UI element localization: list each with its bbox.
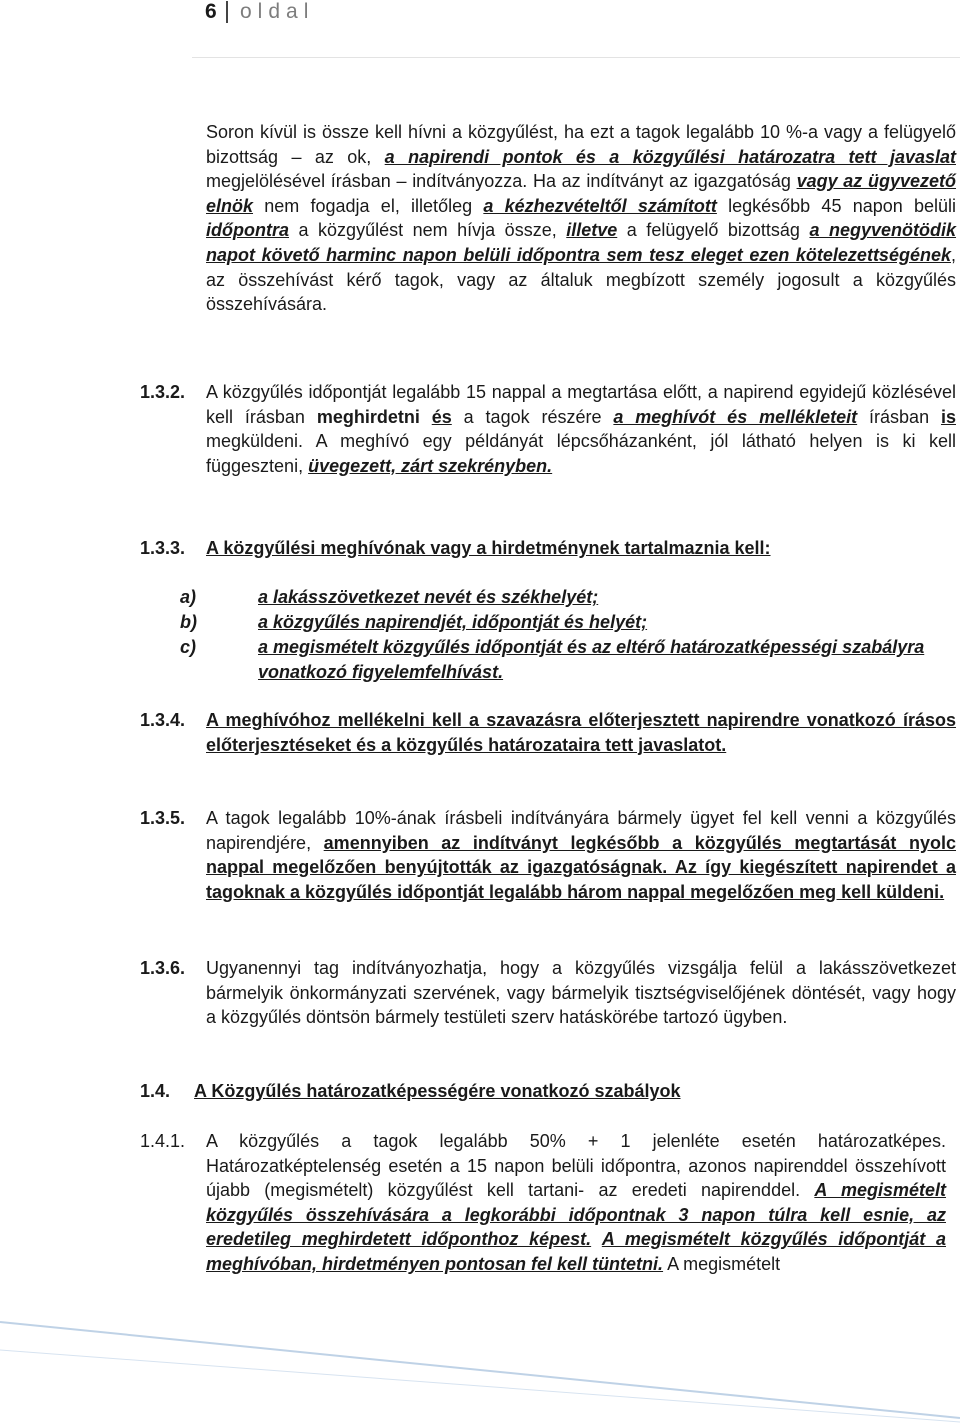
section-label-1-3-4: 1.3.4. [140,710,186,730]
list-item-label-c: c) [180,637,197,657]
text-run: a közgyűlést nem hívja össze, [289,220,567,241]
text-run: A megismételt közgyűlés összehívására a legkorábbi időpontnak 3 napon túlra kell esnie, az eredetileg meghirdetett időponthoz képest. [206,1180,946,1250]
text-run: nem fogadja el, illetőleg [253,195,484,216]
section-label-1-3-2: 1.3.2. [140,382,186,402]
text-run [591,1229,602,1249]
section-label-1-3-3: 1.3.3. [140,538,186,558]
section-label-1-4-1: 1.4.1. [140,1131,186,1151]
text-run: a napirendi pontok és a közgyűlési határozatra tett javaslat [384,146,956,167]
intro-paragraph [206,120,956,317]
section-text-1-3-5 [206,806,956,904]
text-run: legkésőbb 45 napon belüli [716,195,957,216]
header-separator [226,1,228,23]
section-text-1-4-1 [206,1129,946,1277]
page-header [205,0,905,24]
text-run: írásban [857,406,941,427]
section-heading-1-4: A Közgyűlés határozatképességére vonatkozó szabályok [194,1081,681,1101]
text-run: a negyvenötödik napot követő harminc napon belüli időpontra sem tesz eleget ezen kötelezettségének [206,220,957,265]
section-label-1-4: 1.4. [140,1081,171,1101]
page-number: 6 [205,0,217,23]
text-run: A tagok legalább 10%-ának írásbeli indítványára bármely ügyet fel kell venni a közgyűlés napirendjére, [206,808,956,853]
text-run: meghirdetni [316,406,420,427]
list-item-text-b: a közgyűlés napirendjét, időpontját és helyét; [258,612,648,632]
text-run: A közgyűlés időpontját legalább 15 nappal a megtartása előtt, a napirend egyidejű közlésével kell írásban [206,382,956,427]
text-run: vagy az ügyvezető elnök [206,171,957,216]
page-word: oldal [240,0,315,23]
text-run [420,407,432,427]
list-item-label-a: a) [180,587,197,607]
text-run: üvegezett, zárt szekrényben. [308,455,553,476]
section-label-1-3-5: 1.3.5. [140,808,186,828]
text-run: időpontra [206,220,289,241]
section-text-1-3-6: Ugyanennyi tag indítványozhatja, hogy a közgyűlés vizsgálja felül a lakásszövetkezet bármelyik önkormányzati szervének, vagy bármelyik tisztségviselőjének döntését, vagy hogy a közgyűlés döntsön bármely testületi szerv hatáskörébe tartozó ügyben. [206,958,956,1028]
text-run: A megismételt [663,1253,781,1274]
section-text-1-3-2 [206,380,956,478]
list-item-text-a: a lakásszövetkezet nevét és székhelyét; [258,587,599,607]
text-run: megküldeni. A meghívó egy példányát lépcsőházanként, jól látható helyen is ki kell függeszteni, [206,431,956,476]
text-run: is [940,406,956,427]
list-item-text-c: a megismételt közgyűlés időpontját és az eltérő határozatképességi szabályra vonatkozó figyelemfelhívást. [258,637,925,682]
text-run: megjelölésével írásban – indítványozza. Ha az indítványt az igazgatóság [206,171,797,192]
text-run: és [431,406,452,427]
section-heading-1-3-3: A közgyűlési meghívónak vagy a hirdetménynek tartalmaznia kell: [206,538,771,558]
text-run: a tagok részére [451,406,614,427]
text-run: Soron kívül is össze kell hívni a közgyűlést, ha ezt a tagok legalább 10 %-a vagy a felügyelő bizottság – az ok, [206,122,956,167]
header-rule [192,57,960,58]
text-run: a kézhezvételtől számított [483,195,717,216]
section-text-1-3-4: A meghívóhoz mellékelni kell a szavazásra előterjesztett napirendre vonatkozó írásos előterjesztéseket és a közgyűlés határozataira tett javaslatot. [206,710,956,755]
text-run: amennyiben az indítványt legkésőbb a közgyűlés megtartását nyolc nappal megelőzően benyújtották az igazgatóságnak. Az így kiegészített napirendet a tagoknak a közgyűlés időpontját legalább három nappal megelőzően meg kell küldeni. [206,832,956,902]
text-run: A megismételt közgyűlés időpontját a meghívóban, hirdetményen pontosan fel kell tüntetni. [206,1229,946,1274]
text-run: illetve [566,220,618,241]
list-item-label-b: b) [180,612,197,632]
footer-decoration [0,1318,960,1426]
text-run: a felügyelő bizottság [617,220,810,241]
text-run: , az összehívást kérő tagok, vagy az általuk megbízott személy jogosult a közgyűlés összehívására. [206,244,956,315]
section-label-1-3-6: 1.3.6. [140,958,186,978]
text-run: a meghívót és mellékleteit [613,406,858,427]
text-run: A közgyűlés a tagok legalább 50% + 1 jelenléte esetén határozatképes. Határozatképtelenség esetén a 15 napon belüli időpontra, azonos napirenddel összehívott újabb (megismételt) közgyűlést kell tartani- az eredeti napirenddel. [206,1131,946,1201]
